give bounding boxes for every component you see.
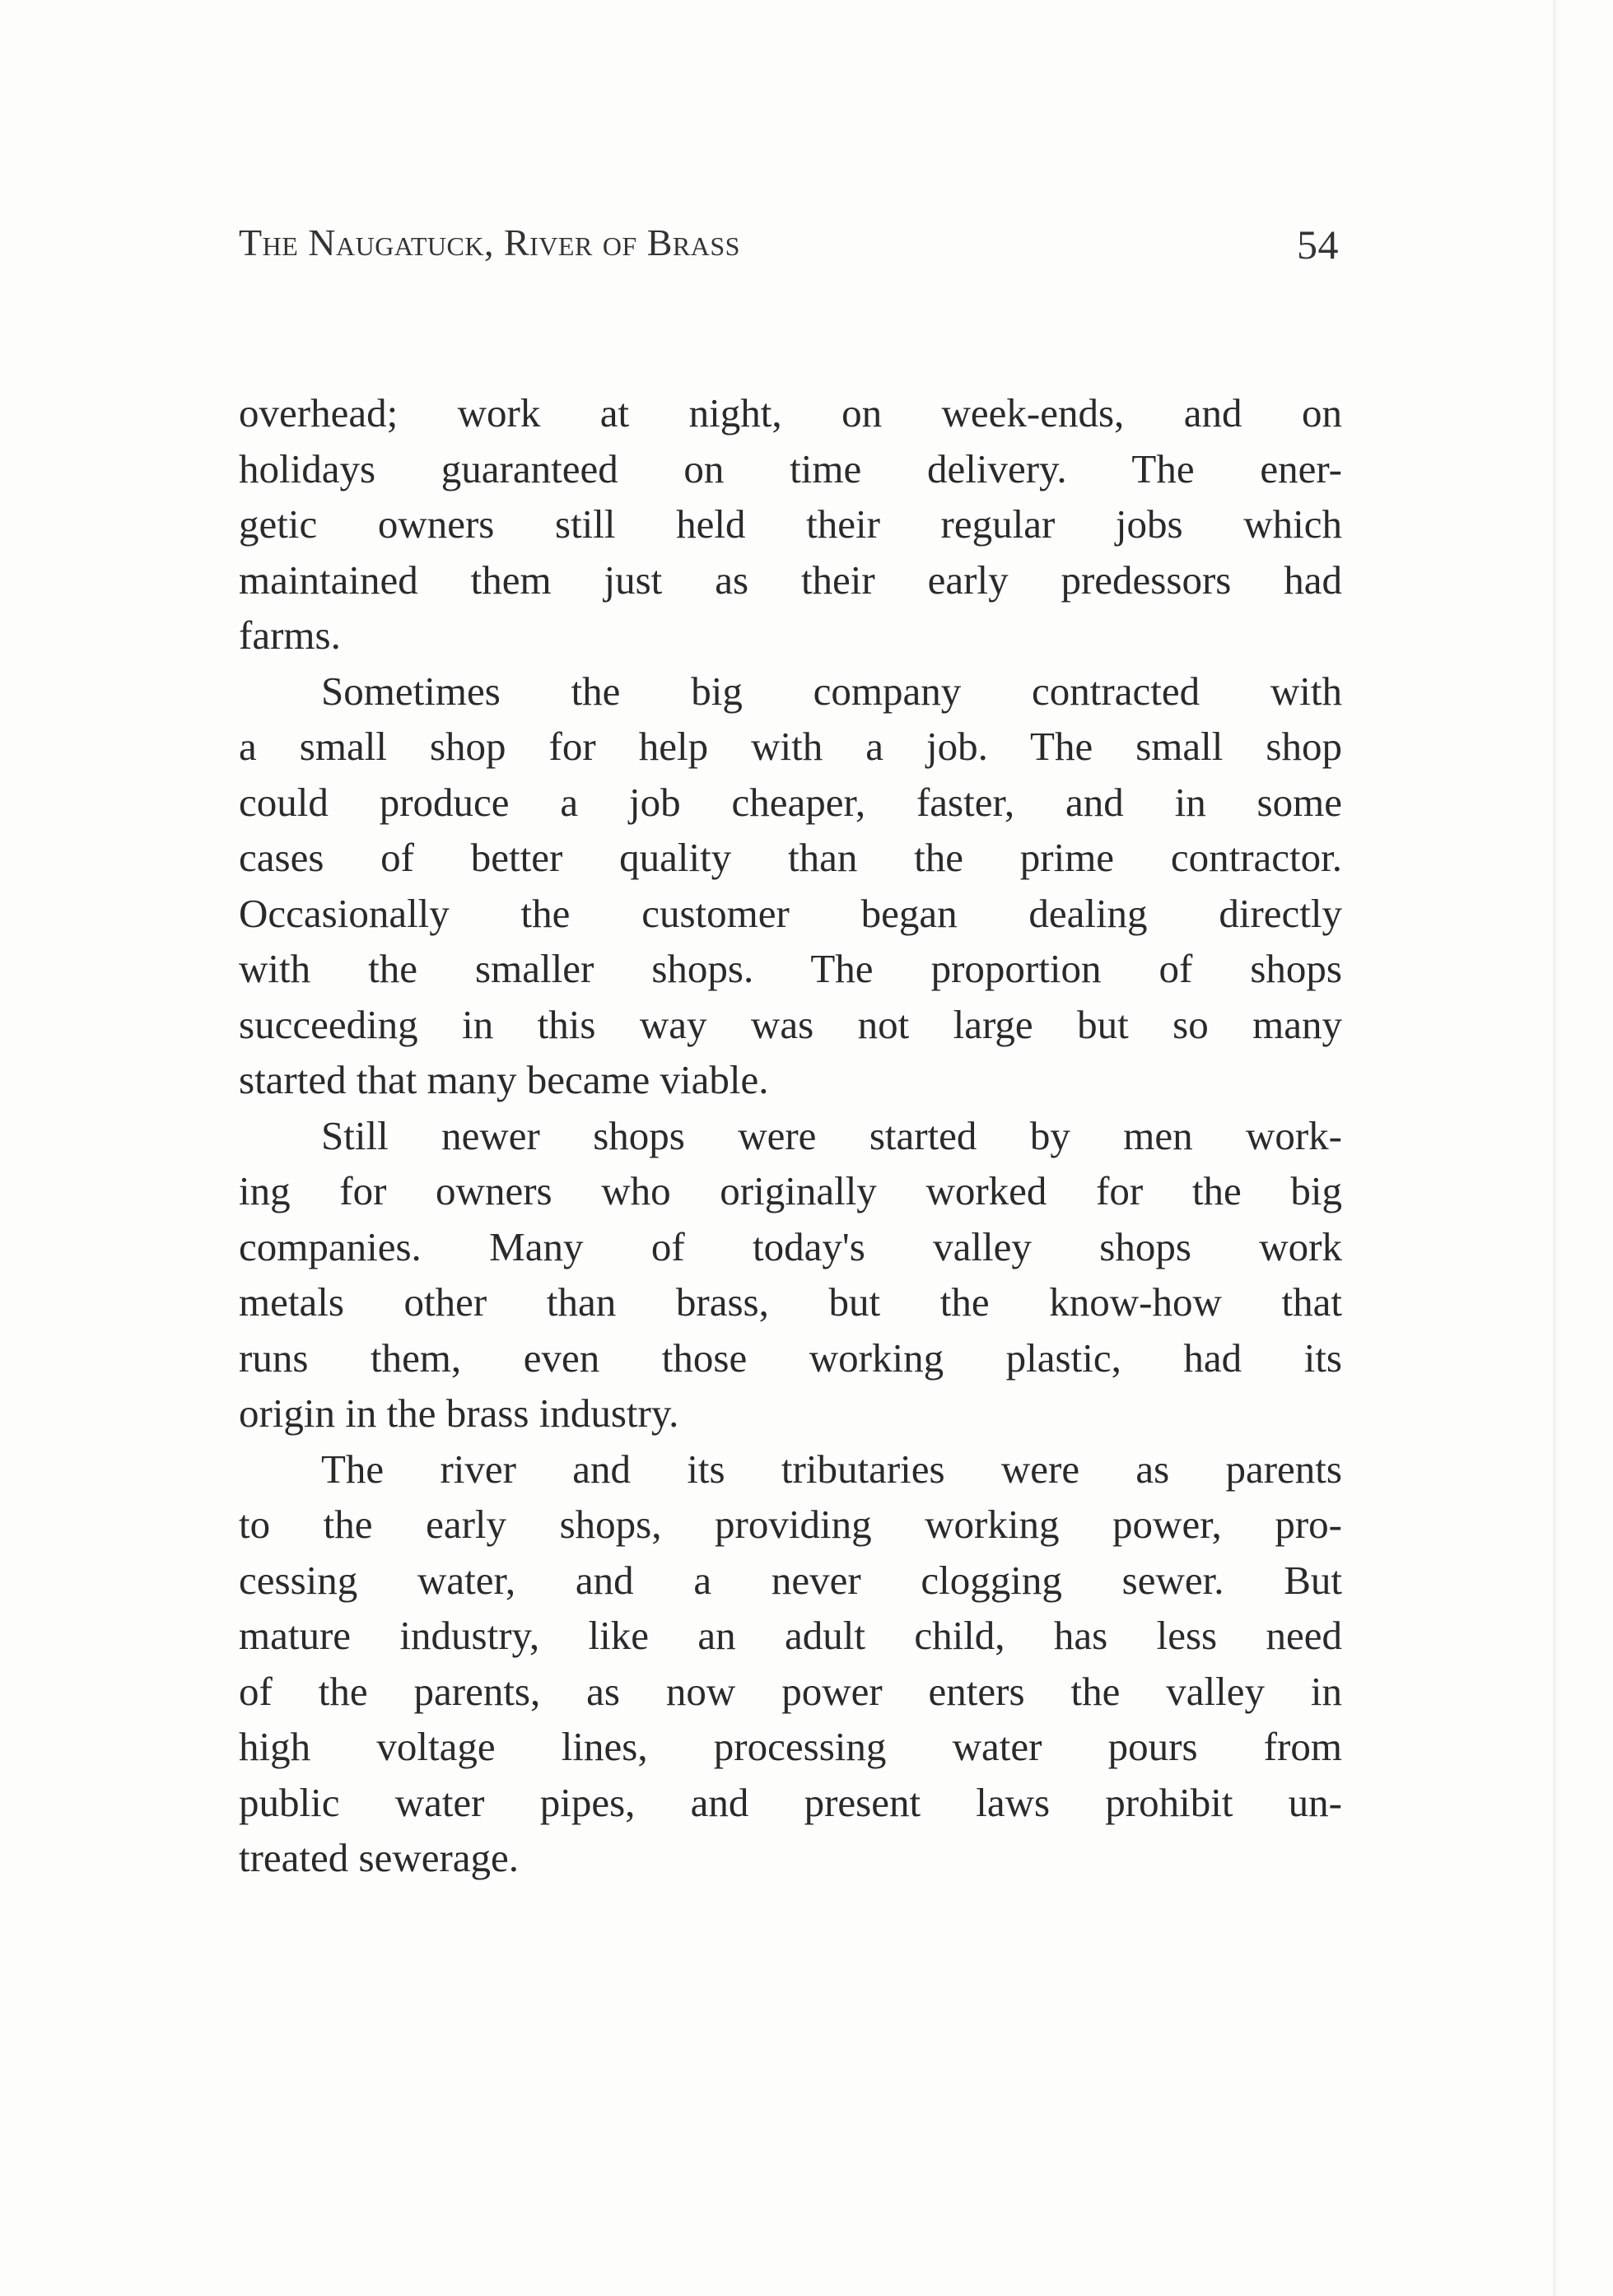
- text-line: overhead; work at night, on week-ends, and on: [239, 390, 1342, 435]
- text-line: public water pipes, and present laws prohibit un-: [239, 1779, 1342, 1825]
- text-line: Still newer shops were started by men work-: [321, 1112, 1342, 1158]
- text-line: cessing water, and a never clogging sewer. But: [239, 1557, 1342, 1603]
- text-line: ing for owners who originally worked for the big: [239, 1168, 1342, 1213]
- text-line: treated sewerage.: [239, 1835, 520, 1880]
- running-title: The Naugatuck, River of Brass: [239, 221, 740, 263]
- text-line: succeeding in this way was not large but so many: [239, 1001, 1342, 1047]
- text-line: companies. Many of today's valley shops work: [239, 1223, 1342, 1269]
- running-header: [239, 221, 1375, 278]
- text-line: Sometimes the big company contracted with: [321, 668, 1342, 714]
- text-line: started that many became viable.: [239, 1057, 769, 1102]
- page-edge: [1552, 0, 1557, 2296]
- text-line: origin in the brass industry.: [239, 1390, 679, 1436]
- page-number: 54: [1297, 221, 1339, 268]
- text-line: getic owners still held their regular jobs which: [239, 501, 1342, 547]
- text-line: a small shop for help with a job. The small shop: [239, 724, 1342, 769]
- text-line: Occasionally the customer began dealing directly: [239, 890, 1342, 936]
- text-line: maintained them just as their early predessors had: [239, 557, 1342, 603]
- text-line: cases of better quality than the prime contractor.: [239, 835, 1342, 880]
- text-line: holidays guaranteed on time delivery. The ener-: [239, 445, 1342, 491]
- text-line: of the parents, as now power enters the valley in: [239, 1668, 1342, 1714]
- body-text: [239, 385, 1342, 1886]
- text-line: metals other than brass, but the know-how that: [239, 1279, 1342, 1325]
- text-line: runs them, even those working plastic, had its: [239, 1334, 1342, 1381]
- text-line: could produce a job cheaper, faster, and in some: [239, 779, 1342, 825]
- text-line: mature industry, like an adult child, has less need: [239, 1613, 1342, 1658]
- text-line: with the smaller shops. The proportion of shops: [239, 946, 1342, 991]
- text-line: farms.: [239, 612, 341, 658]
- text-line: The river and its tributaries were as parents: [321, 1446, 1342, 1492]
- text-line: to the early shops, providing working power, pro-: [239, 1502, 1342, 1547]
- text-line: high voltage lines, processing water pours from: [239, 1724, 1342, 1769]
